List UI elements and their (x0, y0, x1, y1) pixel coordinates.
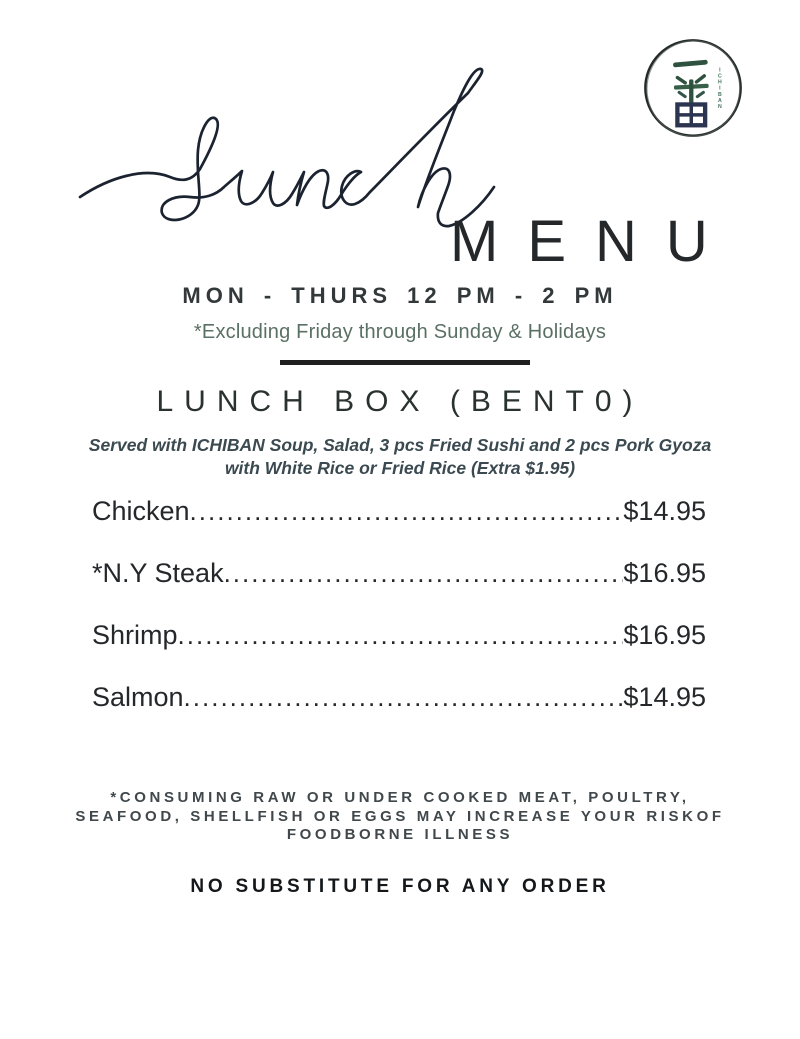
item-price: $16.95 (623, 558, 706, 588)
svg-text:A: A (717, 97, 722, 104)
svg-text:I: I (719, 85, 721, 92)
lunch-script-path (80, 69, 494, 226)
kanji-ichi (673, 60, 708, 68)
dot-leader (190, 497, 624, 525)
description-line-2: with White Rice or Fried Rice (Extra $1.95) (224, 458, 576, 479)
dot-leader (178, 621, 624, 649)
menu-row-ny-steak (92, 559, 706, 587)
schedule-line: MON - THURS 12 PM - 2 PM (182, 283, 618, 308)
disclaimer-line-3: FOODBORNE ILLNESS (286, 826, 514, 843)
section-description (0, 434, 800, 480)
svg-text:H: H (717, 79, 722, 86)
menu-row-chicken (92, 497, 706, 525)
item-name: Chicken (92, 496, 190, 526)
consumption-disclaimer (0, 789, 800, 845)
description-line-1: Served with ICHIBAN Soup, Salad, 3 pcs Fried Sushi and 2 pcs Pork Gyoza (88, 435, 712, 455)
svg-text:N: N (717, 103, 722, 110)
svg-text:C: C (717, 73, 722, 80)
ichiban-logo (641, 36, 745, 140)
item-price: $14.95 (623, 496, 706, 526)
section-heading: LUNCH BOX (BENT0) (156, 385, 644, 418)
item-name: Shrimp (92, 620, 178, 650)
no-substitute-notice: NO SUBSTITUTE FOR ANY ORDER (190, 876, 610, 897)
section-divider (280, 360, 530, 365)
item-name: *N.Y Steak (92, 558, 224, 588)
item-price: $14.95 (623, 682, 706, 712)
menu-row-salmon (92, 683, 706, 711)
disclaimer-line-1: *CONSUMING RAW OR UNDER COOKED MEAT, POULTRY, (110, 789, 690, 806)
item-name: Salmon (92, 682, 184, 712)
menu-title: MENU (450, 209, 737, 274)
item-price: $16.95 (623, 620, 706, 650)
svg-text:I: I (719, 67, 721, 74)
logo-vertical-text (718, 68, 722, 110)
svg-text:B: B (717, 91, 722, 98)
dot-leader (184, 683, 624, 711)
kanji-ban (674, 76, 709, 125)
menu-item-list (92, 497, 706, 745)
dot-leader (224, 559, 624, 587)
menu-row-shrimp (92, 621, 706, 649)
disclaimer-line-2: SEAFOOD, SHELLFISH OR EGGS MAY INCREASE YOUR RISKOF (75, 807, 725, 825)
excluding-note: *Excluding Friday through Sunday & Holidays (193, 321, 607, 343)
ichiban-logo-graphic (641, 36, 745, 140)
